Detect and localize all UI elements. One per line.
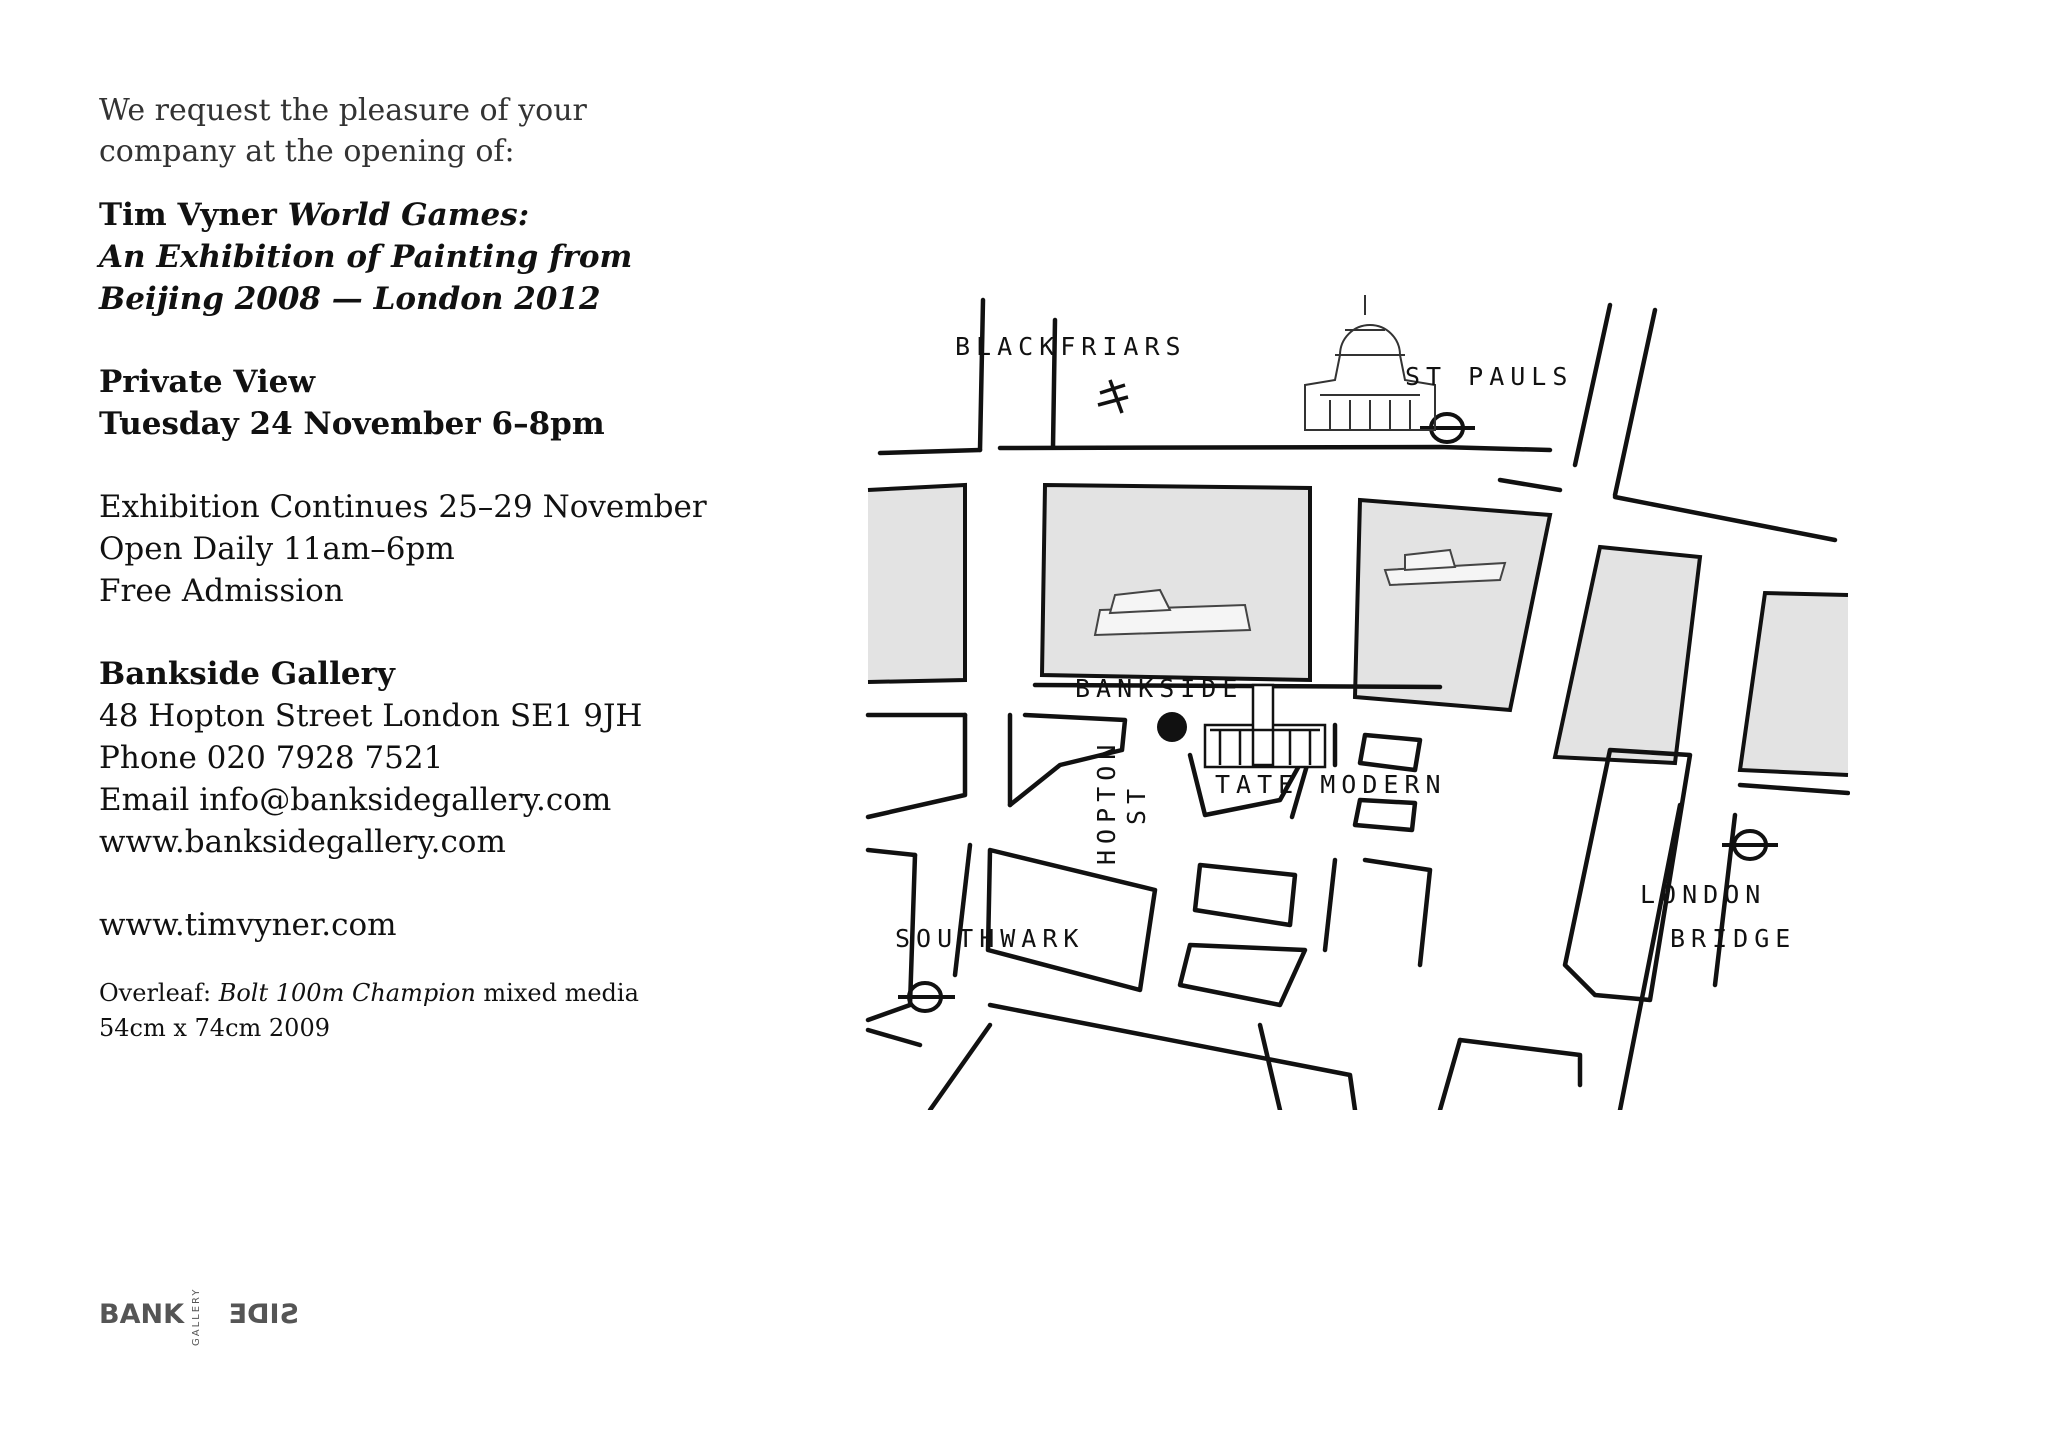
artist-name: Tim Vyner — [99, 197, 277, 233]
tate-modern-label: TATE MODERN — [1215, 770, 1447, 799]
admission: Free Admission — [99, 573, 344, 609]
bankside-gallery-logo — [99, 1268, 309, 1358]
title-line-3: Beijing 2008 — London 2012 — [99, 281, 601, 317]
exhibition-continues: Exhibition Continues 25–29 November — [99, 489, 707, 525]
gallery-website-link[interactable]: www.banksidegallery.com — [99, 824, 506, 860]
logo-bank-text: BANK — [99, 1299, 184, 1330]
london-label: LONDON — [1640, 880, 1767, 909]
invitation-text — [99, 90, 859, 1046]
location-map — [860, 285, 1850, 1110]
title-line-1: World Games: — [287, 197, 530, 233]
logo-side-text-mirrored: SIDE — [228, 1299, 299, 1330]
gallery-contact — [99, 653, 859, 863]
caption-prefix: Overleaf: — [99, 979, 212, 1007]
streets — [868, 300, 1848, 1110]
logo-gallery-text: GALLERY — [191, 1287, 202, 1346]
private-view — [99, 361, 859, 445]
blackfriars-rail-icon — [1098, 380, 1128, 413]
intro-text — [99, 90, 859, 172]
private-view-heading: Private View — [99, 364, 316, 400]
overleaf-caption — [99, 976, 859, 1046]
gallery-phone: Phone 020 7928 7521 — [99, 740, 444, 776]
hopton-street-st-label: ST — [1122, 782, 1151, 825]
intro-line-2: company at the opening of: — [99, 134, 515, 169]
exhibition-title — [99, 194, 859, 320]
southwark-label: SOUTHWARK — [895, 924, 1085, 953]
bankside-label: BANKSIDE — [1075, 674, 1244, 703]
gallery-address: 48 Hopton Street London SE1 9JH — [99, 698, 643, 734]
artist-website — [99, 904, 859, 946]
private-view-datetime: Tuesday 24 November 6–8pm — [99, 406, 605, 442]
st-pauls-underground-icon — [1420, 414, 1475, 442]
caption-dimensions: 54cm x 74cm 2009 — [99, 1014, 330, 1042]
caption-work-title: Bolt 100m Champion — [218, 979, 476, 1007]
hopton-street-label: HOPTON — [1092, 738, 1121, 865]
opening-hours: Open Daily 11am–6pm — [99, 531, 455, 567]
river-thames — [868, 485, 1848, 775]
st-pauls-label: ST PAULS — [1405, 362, 1574, 391]
caption-medium: mixed media — [483, 979, 639, 1007]
gallery-name: Bankside Gallery — [99, 656, 395, 692]
title-line-2: An Exhibition of Painting from — [99, 239, 633, 275]
map-svg — [860, 285, 1850, 1110]
blackfriars-label: BLACKFRIARS — [955, 332, 1187, 361]
artist-website-link[interactable]: www.timvyner.com — [99, 907, 397, 943]
exhibition-info — [99, 486, 859, 612]
bridge-label: BRIDGE — [1670, 924, 1797, 953]
gallery-email[interactable]: Email info@bankside​gallery.com — [99, 782, 612, 818]
intro-line-1: We request the pleasure of your — [99, 93, 587, 128]
bankside-gallery-marker — [1157, 712, 1187, 742]
